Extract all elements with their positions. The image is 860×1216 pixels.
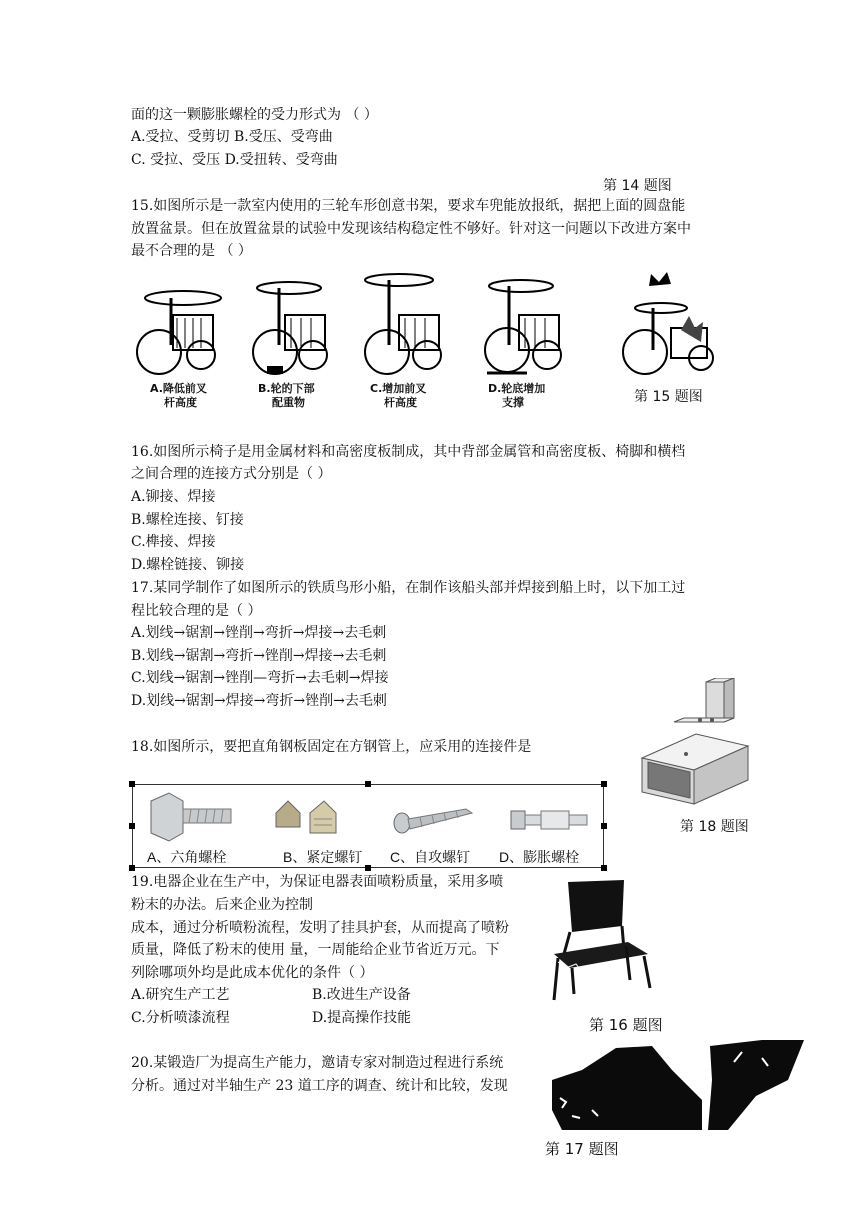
hex-bolt-image: [151, 793, 231, 841]
resize-handle-middle-left[interactable]: [129, 823, 135, 829]
resize-handle-bottom-right[interactable]: [601, 865, 607, 871]
q17-option-c: C.划线→锯割→锉削—弯折→去毛刺→焊接: [131, 670, 389, 686]
q20-line-2: 分析。通过对半轴生产 23 道工序的调查、统计和比较，发现: [131, 1078, 508, 1094]
q19-line-4: 质量，降低了粉末的使用 量，一周能给企业节省近万元。下: [131, 942, 500, 958]
q18-steel-tube-figure: [636, 678, 754, 806]
resize-handle-middle-right[interactable]: [601, 823, 607, 829]
q17-line-1: 17.某同学制作了如图所示的铁质鸟形小船，在制作该船头部并焊接到船上时，以下加工过: [131, 580, 686, 596]
q16-option-c: C.榫接、焊接: [131, 534, 216, 550]
expansion-bolt-image: [511, 811, 587, 829]
q17-figure-caption: 第 17 题图: [545, 1140, 619, 1158]
fastener-d-label: D、膨胀螺栓: [499, 849, 580, 865]
q14-stem-tail: 面的这一颗膨胀螺栓的受力形式为 （ ）: [131, 107, 378, 123]
q16-line-2: 之间合理的连接方式分别是（ ）: [131, 466, 332, 482]
fastener-c-label: C、自攻螺钉: [390, 849, 471, 865]
tricycle-a-image: [137, 291, 221, 374]
q16-line-1: 16.如图所示椅子是用金属材料和高密度板制成，其中背部金属管和高密度板、椅脚和横档: [131, 444, 686, 460]
q15-line-2: 放置盆景。但在放置盆景的试验中发现该结构稳定性不够好。针对这一问题以下改进方案中: [131, 221, 691, 237]
q19-option-c: C.分析喷漆流程: [131, 1010, 230, 1026]
tricycle-reference-image: [623, 272, 713, 374]
q15-option-b-caption: B.轮的下部 配重物: [258, 382, 315, 409]
q18-fasteners-figure: [132, 784, 604, 868]
q19-option-d: D.提高操作技能: [312, 1010, 412, 1026]
q15-option-d-caption: D.轮底增加 支撑: [488, 382, 546, 409]
resize-handle-top-left[interactable]: [129, 781, 135, 787]
q16-option-b: B.螺栓连接、钉接: [131, 512, 244, 528]
q14-figure-caption: 第 14 题图: [603, 178, 672, 194]
q15-figure-caption: 第 15 题图: [634, 389, 703, 405]
resize-handle-top-right[interactable]: [601, 781, 607, 787]
q17-option-a: A.划线→锯割→锉削→弯折→焊接→去毛刺: [131, 625, 387, 641]
tricycle-c-image: [365, 274, 441, 374]
resize-handle-top-center[interactable]: [365, 781, 371, 787]
q17-boat-figure: [552, 1040, 822, 1130]
q15-option-c-caption: C.增加前叉 杆高度: [370, 382, 427, 409]
q15-line-3: 最不合理的是 （ ）: [131, 243, 252, 259]
q19-option-b: B.改进生产设备: [312, 987, 411, 1003]
q19-line-3: 成本，通过分析喷粉流程，发明了挂具护套，从而提高了喷粉: [131, 920, 509, 936]
q17-option-d: D.划线→锯割→焊接→弯折→锉削→去毛刺: [131, 693, 387, 709]
self-tapping-screw-image: [394, 809, 472, 833]
q18-line-1: 18.如图所示，要把直角钢板固定在方钢管上，应采用的连接件是: [131, 739, 532, 755]
q18-figure-caption: 第 18 题图: [680, 819, 749, 835]
q19-option-a: A.研究生产工艺: [131, 987, 230, 1003]
q16-chair-figure: [548, 876, 658, 1016]
fastener-a-label: A、六角螺栓: [147, 849, 227, 865]
q19-line-1: 19.电器企业在生产中，为保证电器表面喷粉质量，采用多喷: [131, 874, 504, 890]
tricycle-d-image: [485, 280, 561, 373]
q15-line-1: 15.如图所示是一款室内使用的三轮车形创意书架，要求车兜能放报纸，据把上面的圆盘能: [131, 198, 686, 214]
q16-option-d: D.螺栓链接、铆接: [131, 557, 245, 573]
q14-options-cd: C. 受拉、受压 D.受扭转、受弯曲: [131, 152, 338, 168]
q16-figure-caption: 第 16 题图: [589, 1016, 663, 1034]
q16-option-a: A.铆接、焊接: [131, 489, 216, 505]
set-screw-image: [276, 801, 336, 833]
q15-option-a-caption: A.降低前叉 杆高度: [150, 382, 207, 409]
q17-line-2: 程比较合理的是（ ）: [131, 603, 262, 619]
q14-options-ab: A.受拉、受剪切 B.受压、受弯曲: [131, 129, 333, 145]
q19-line-5: 列除哪项外均是此成本优化的条件（ ）: [131, 965, 374, 981]
q20-line-1: 20.某锻造厂为提高生产能力，邀请专家对制造过程进行系统: [131, 1055, 504, 1071]
fastener-b-label: B、紧定螺钉: [283, 849, 363, 865]
tricycle-b-image: [253, 282, 327, 374]
q19-line-2: 粉末的办法。后来企业为控制: [131, 897, 313, 913]
q17-option-b: B.划线→锯割→弯折→锉削→焊接→去毛刺: [131, 648, 387, 664]
fastener-images: [141, 789, 601, 845]
